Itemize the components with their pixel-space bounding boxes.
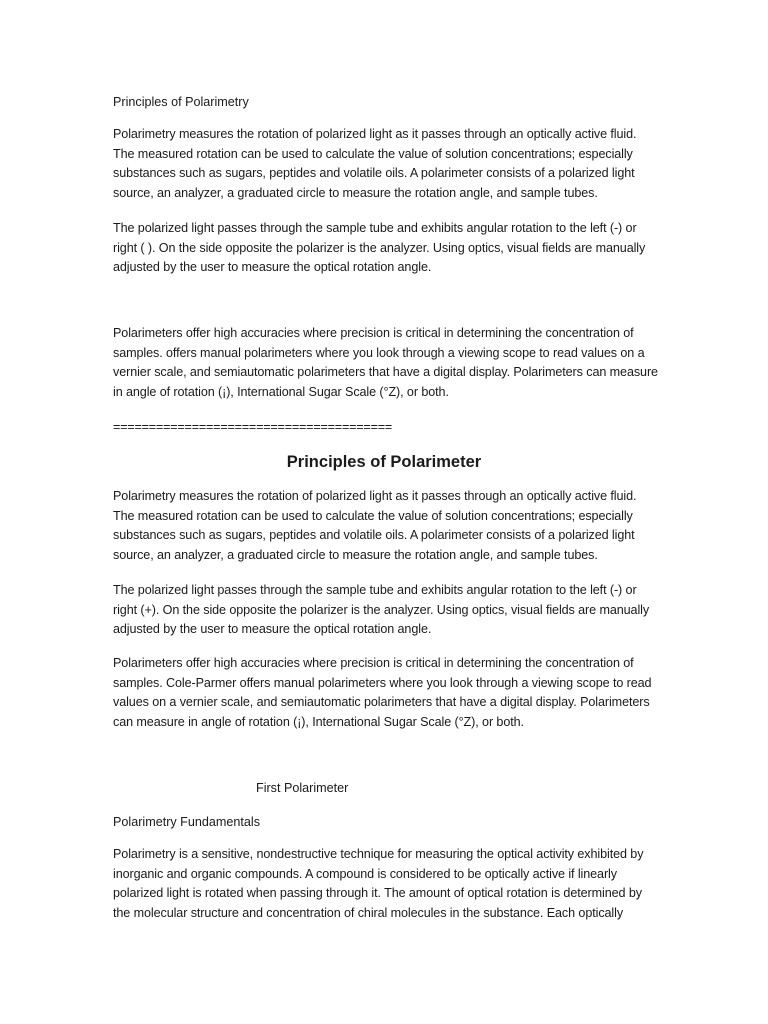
fundamentals-paragraph: Polarimetry is a sensitive, nondestructive technique for measuring the optical activity exhibited by inorganic and organic compounds. A compound is considered to be optically active if linearly polarized light is rotated when passing through it. The amount of optical rotation is determined by the molecular structure and concentration of chiral molecules in the substance. Each optically bbox=[113, 847, 644, 921]
fundamentals-title: Polarimetry Fundamentals bbox=[113, 815, 260, 829]
paragraph-accuracy-2: Polarimeters offer high accuracies where precision is critical in determining the concentration of samples. Cole-Parmer offers manual polarimeters where you look through a viewing scope to read values on a vernier scale, and semiautomatic polarimeters that have a digital display. Polarimeters can measure in angle of rotation (¡), International Sugar Scale (°Z), or both. bbox=[113, 656, 652, 730]
paragraph-light-rotation-2: The polarized light passes through the sample tube and exhibits angular rotation to the left (-) or right (+). On the side opposite the polarizer is the analyzer. Using optics, visual fields are manually adjusted by the user to measure the optical rotation angle. bbox=[113, 583, 650, 637]
paragraph-intro-2: Polarimetry measures the rotation of polarized light as it passes through an optically active fluid. The measured rotation can be used to calculate the value of solution concentrations; especially substances such as sugars, peptides and volatile oils. A polarimeter consists of a polarized light source, an analyzer, a graduated circle to measure the rotation angle, and sample tubes. bbox=[113, 489, 637, 563]
paragraph-intro: Polarimetry measures the rotation of polarized light as it passes through an optically active fluid. The measured rotation can be used to calculate the value of solution concentrations; especially substances such as sugars, peptides and volatile oils. A polarimeter consists of a polarized light source, an analyzer, a graduated circle to measure the rotation angle, and sample tubes. bbox=[113, 127, 637, 201]
paragraph-light-rotation: The polarized light passes through the sample tube and exhibits angular rotation to the left (-) or right ( ). On the side opposite the polarizer is the analyzer. Using optics, visual fields are manually adjusted by the user to measure the optical rotation angle. bbox=[113, 221, 646, 275]
section-heading: Principles of Polarimeter bbox=[286, 453, 482, 471]
separator-line: ======================================= bbox=[113, 420, 393, 434]
document-title: Principles of Polarimetry bbox=[113, 95, 249, 109]
first-polarimeter-label: First Polarimeter bbox=[256, 781, 349, 795]
paragraph-accuracy: Polarimeters offer high accuracies where precision is critical in determining the concentration of samples. offers manual polarimeters where you look through a viewing scope to read values on a vernier scale, and semiautomatic polarimeters that have a digital display. Polarimeters can measure in angle of rotation (¡), International Sugar Scale (°Z), or both. bbox=[113, 326, 658, 400]
